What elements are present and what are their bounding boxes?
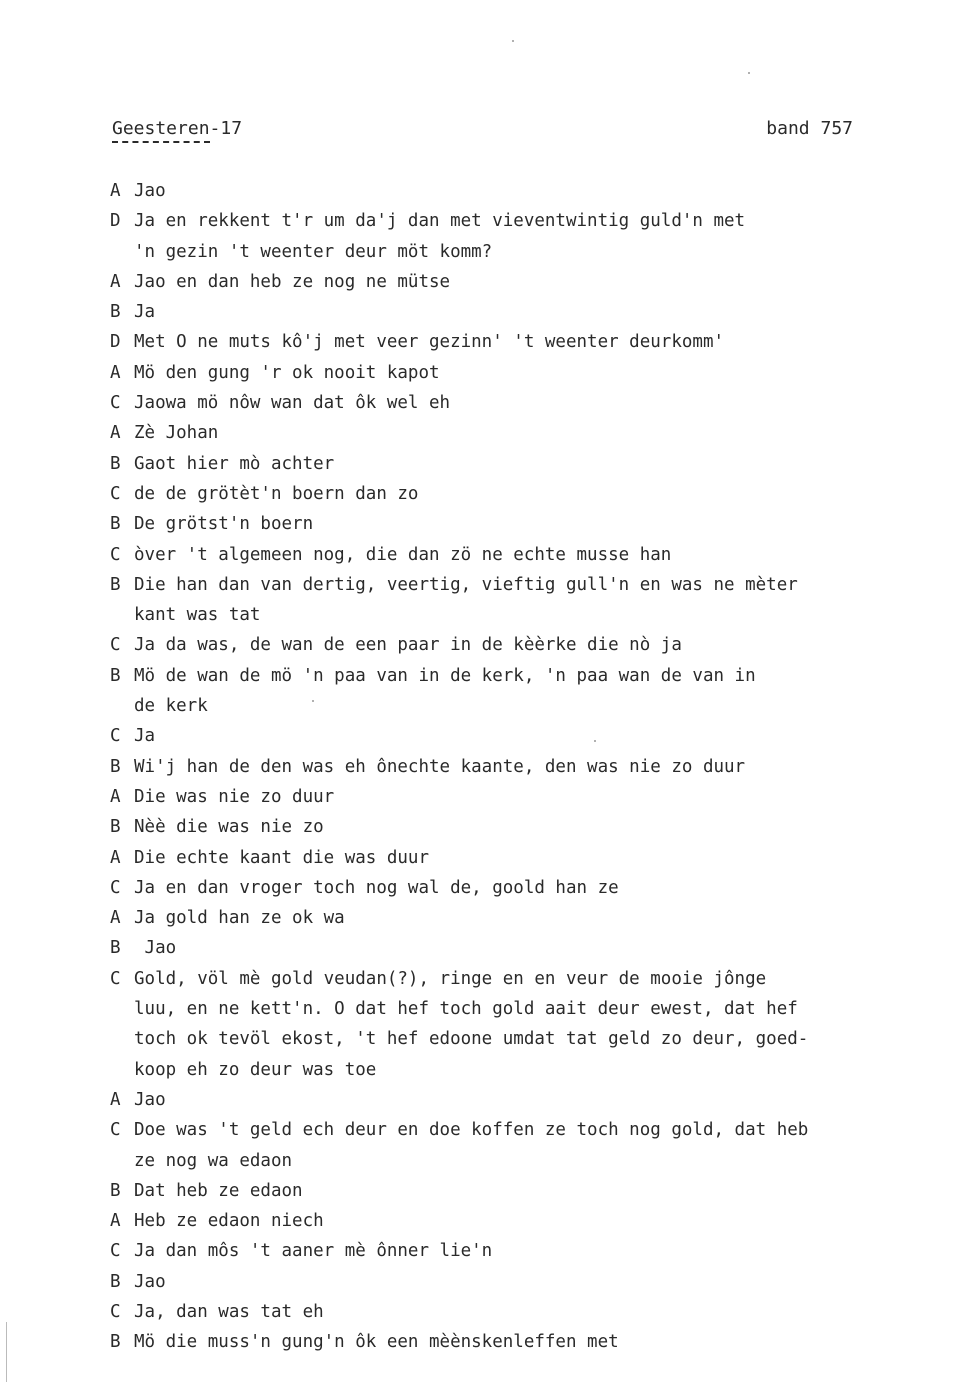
utterance (110, 176, 940, 206)
text-line: 'n gezin 't weenter deur möt komm? (134, 241, 493, 262)
text-line: Wi'j han de den was eh ônechte kaante, den was nie zo duur (134, 756, 746, 777)
text-line: toch ok tevöl ekost, 't hef edoone umdat tat geld zo deur, goed- (134, 1029, 809, 1050)
text-line: Ja en rekkent t'r um da'j dan met vieventwintig guld'n met (134, 211, 746, 232)
utterance-text (134, 479, 940, 509)
text-line: Ja (134, 302, 156, 323)
speaker-label: A (110, 908, 121, 929)
speaker-label: C (110, 393, 121, 414)
utterance (110, 1236, 940, 1266)
utterance-text (134, 782, 940, 812)
utterance (110, 964, 940, 1085)
utterance-text (134, 1085, 940, 1115)
utterance-text (134, 721, 940, 751)
utterance-text (134, 540, 940, 570)
margin-scan-mark (6, 1322, 7, 1382)
utterance-text (134, 1176, 940, 1206)
utterance (110, 1327, 940, 1357)
speaker-label: C (110, 1120, 121, 1141)
text-line: òver 't algemeen nog, die dan zö ne echte musse han (134, 544, 672, 565)
text-line: kant was tat (134, 605, 261, 626)
text-line: Ja gold han ze ok wa (134, 908, 345, 929)
speaker-label: A (110, 423, 121, 444)
utterance-text (134, 933, 940, 963)
utterance (110, 873, 940, 903)
location-label (112, 118, 242, 139)
text-line: Ja en dan vroger toch nog wal de, goold han ze (134, 877, 619, 898)
text-line: Ja, dan was tat eh (134, 1301, 324, 1322)
utterance (110, 267, 940, 297)
utterance-text (134, 509, 940, 539)
text-line: Jao en dan heb ze nog ne mütse (134, 271, 451, 292)
text-line: Doe was 't geld ech deur en doe koffen ze toch nog gold, dat heb (134, 1120, 809, 1141)
text-line: Mö den gung 'r ok nooit kapot (134, 362, 440, 383)
utterance-text (134, 1115, 940, 1176)
speaker-label: C (110, 877, 121, 898)
utterance-text (134, 752, 940, 782)
utterance (110, 509, 940, 539)
scan-speck (748, 72, 750, 74)
utterance (110, 297, 940, 327)
utterance-text (134, 449, 940, 479)
text-line: Ja da was, de wan de een paar in de kèèrke die nò ja (134, 635, 682, 656)
utterance (110, 1115, 940, 1176)
speaker-label: C (110, 968, 121, 989)
speaker-label: C (110, 544, 121, 565)
utterance-text (134, 812, 940, 842)
utterance-text (134, 873, 940, 903)
utterance (110, 903, 940, 933)
utterance (110, 721, 940, 751)
utterance-text (134, 1327, 940, 1357)
speaker-label: B (110, 1180, 121, 1201)
speaker-label: B (110, 514, 121, 535)
utterance (110, 752, 940, 782)
speaker-label: B (110, 756, 121, 777)
utterance (110, 449, 940, 479)
utterance-text (134, 267, 940, 297)
page-header (112, 118, 853, 146)
speaker-label: A (110, 181, 121, 201)
utterance-text (134, 327, 940, 357)
speaker-label: A (110, 362, 121, 383)
scan-speck (594, 740, 596, 742)
speaker-label: C (110, 483, 121, 504)
text-line: Nèè die was nie zo (134, 817, 324, 838)
text-line: Mö die muss'n gung'n ôk een mèènskenleffen met (134, 1332, 619, 1353)
speaker-label: A (110, 847, 121, 868)
utterance-text (134, 358, 940, 388)
utterance-text (134, 206, 940, 267)
speaker-label: A (110, 786, 121, 807)
utterance-text (134, 661, 940, 722)
text-line: Gaot hier mò achter (134, 453, 335, 474)
speaker-label: A (110, 271, 121, 292)
place-name: Geesteren (112, 118, 210, 143)
speaker-label: B (110, 453, 121, 474)
utterance (110, 479, 940, 509)
speaker-label: B (110, 665, 121, 686)
utterance-text (134, 570, 940, 631)
text-line: Dat heb ze edaon (134, 1180, 303, 1201)
utterance (110, 206, 940, 267)
utterance (110, 388, 940, 418)
utterance-text (134, 903, 940, 933)
speaker-label: B (110, 574, 121, 595)
speaker-label: B (110, 938, 121, 959)
transcript-body (110, 176, 940, 1358)
text-line: ze nog wa edaon (134, 1150, 293, 1171)
utterance (110, 1297, 940, 1327)
utterance (110, 418, 940, 448)
utterance (110, 327, 940, 357)
text-line: Die was nie zo duur (134, 786, 335, 807)
utterance (110, 1267, 940, 1297)
speaker-label: C (110, 635, 121, 656)
utterance (110, 540, 940, 570)
utterance-text (134, 964, 940, 1085)
speaker-label: C (110, 1241, 121, 1262)
speaker-label: B (110, 817, 121, 838)
utterance (110, 630, 940, 660)
utterance-text (134, 418, 940, 448)
text-line: Mö de wan de mö 'n paa van in de kerk, 'n paa wan de van in (134, 665, 756, 686)
utterance (110, 1085, 940, 1115)
utterance-text (134, 1236, 940, 1266)
text-line: Jao (134, 181, 166, 201)
text-line: Die han dan van dertig, veertig, vieftig gull'n en was ne mèter (134, 574, 798, 595)
text-line: luu, en ne kett'n. O dat hef toch gold aait deur ewest, dat hef (134, 999, 798, 1020)
speaker-label: B (110, 1332, 121, 1353)
text-line: de de grötèt'n boern dan zo (134, 483, 419, 504)
speaker-label: C (110, 726, 121, 747)
text-line: de kerk (134, 696, 208, 717)
text-line: Ja (134, 726, 156, 747)
utterance (110, 1206, 940, 1236)
utterance-text (134, 1206, 940, 1236)
utterance (110, 1176, 940, 1206)
text-line: Gold, völ mè gold veudan(?), ringe en en veur de mooie jônge (134, 968, 767, 989)
text-line: koop eh zo deur was toe (134, 1059, 377, 1080)
utterance-text (134, 297, 940, 327)
scan-speck (512, 40, 514, 42)
speaker-label: A (110, 1211, 121, 1232)
page-number: -17 (209, 118, 243, 139)
utterance (110, 661, 940, 722)
utterance (110, 570, 940, 631)
speaker-label: C (110, 1301, 121, 1322)
utterance (110, 843, 940, 873)
speaker-label: D (110, 332, 121, 353)
utterance-text (134, 176, 940, 206)
scan-speck (312, 700, 314, 702)
utterance-text (134, 1297, 940, 1327)
text-line: Die echte kaant die was duur (134, 847, 430, 868)
text-line: Met O ne muts kô'j met veer gezinn' 't weenter deurkomm' (134, 332, 725, 353)
speaker-label: A (110, 1089, 121, 1110)
text-line: Heb ze edaon niech (134, 1211, 324, 1232)
text-line: Ja dan môs 't aaner mè ônner lie'n (134, 1241, 493, 1262)
text-line: Jao (134, 1089, 166, 1110)
utterance-text (134, 1267, 940, 1297)
tape-label: band 757 (766, 118, 853, 139)
speaker-label: B (110, 302, 121, 323)
utterance-text (134, 388, 940, 418)
utterance (110, 812, 940, 842)
text-line: De grötst'n boern (134, 514, 314, 535)
text-line: Zè Johan (134, 423, 219, 444)
speaker-label: B (110, 1271, 121, 1292)
speaker-label: D (110, 211, 121, 232)
utterance (110, 782, 940, 812)
utterance (110, 933, 940, 963)
text-line: Jaowa mö nôw wan dat ôk wel eh (134, 393, 451, 414)
text-line: Jao (134, 1271, 166, 1292)
utterance-text (134, 630, 940, 660)
utterance-text (134, 843, 940, 873)
utterance (110, 358, 940, 388)
text-line: Jao (134, 938, 177, 959)
